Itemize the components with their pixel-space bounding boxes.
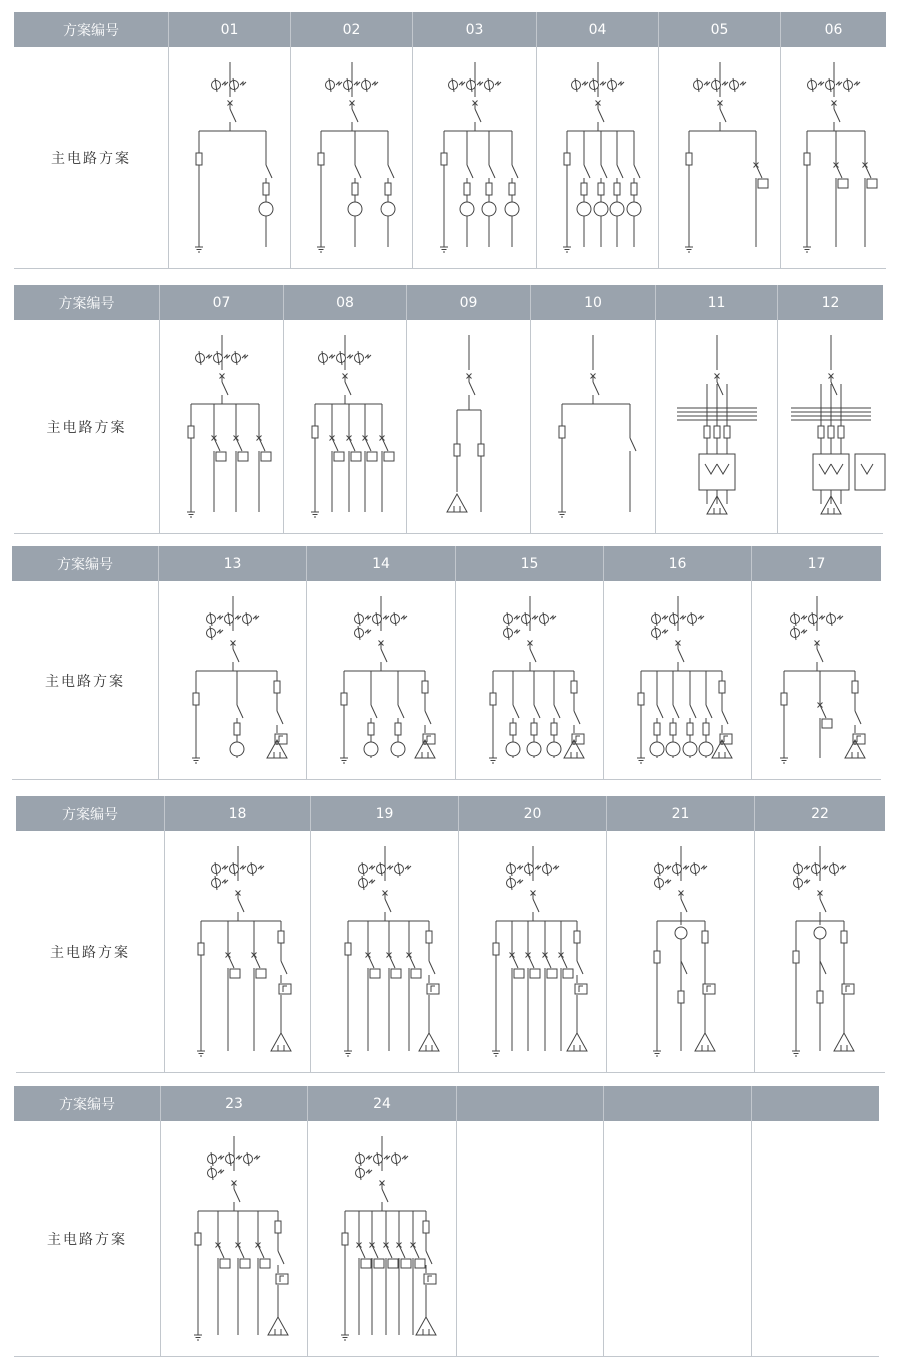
circuit-diagram	[656, 320, 777, 534]
row-label: 主电路方案	[47, 1232, 127, 1248]
circuit-diagram	[161, 1121, 307, 1357]
circuit-diagram	[659, 47, 780, 269]
circuit-diagram	[456, 581, 603, 780]
circuit-diagram	[308, 1121, 456, 1357]
row-label: 主电路方案	[45, 673, 125, 690]
scheme-number: 08	[284, 285, 406, 320]
empty-cell	[457, 1121, 603, 1357]
scheme-number: 15	[456, 546, 603, 581]
circuit-diagram	[169, 47, 290, 269]
scheme-number: 14	[307, 546, 455, 581]
scheme-number: 06	[781, 12, 886, 47]
scheme-number: 09	[407, 285, 530, 320]
circuit-diagram	[459, 831, 606, 1073]
circuit-diagram	[407, 320, 530, 534]
row-label: 主电路方案	[51, 151, 131, 167]
scheme-number: 04	[537, 12, 658, 47]
scheme-number: 23	[161, 1086, 307, 1121]
scheme-number: 12	[778, 285, 883, 320]
row-label: 主电路方案	[46, 420, 127, 436]
circuit-diagram	[778, 320, 883, 534]
empty-cell	[752, 1121, 879, 1357]
scheme-number: 11	[656, 285, 777, 320]
header-label: 方案编号	[16, 796, 164, 831]
circuit-diagram	[781, 47, 886, 269]
scheme-number: 22	[755, 796, 885, 831]
circuit-diagram	[413, 47, 536, 269]
scheme-number: 01	[169, 12, 290, 47]
circuit-diagram	[160, 320, 283, 534]
scheme-number	[604, 1086, 751, 1121]
circuit-diagram	[291, 47, 412, 269]
header-label: 方案编号	[14, 1086, 160, 1121]
header-label: 方案编号	[14, 285, 159, 320]
scheme-block	[14, 285, 883, 534]
circuit-diagram	[537, 47, 658, 269]
scheme-number: 10	[531, 285, 655, 320]
scheme-number: 13	[159, 546, 306, 581]
circuit-diagram	[284, 320, 406, 534]
empty-cell	[604, 1121, 751, 1357]
circuit-diagram	[159, 581, 306, 780]
circuit-diagram	[755, 831, 885, 1073]
scheme-number	[457, 1086, 603, 1121]
scheme-number: 02	[291, 12, 412, 47]
circuit-diagram	[604, 581, 751, 780]
scheme-block	[16, 796, 885, 1073]
scheme-block	[12, 546, 881, 780]
circuit-diagram	[165, 831, 310, 1073]
scheme-number	[752, 1086, 879, 1121]
circuit-diagram	[531, 320, 655, 534]
scheme-number: 05	[659, 12, 780, 47]
scheme-number: 18	[165, 796, 310, 831]
circuit-diagram	[607, 831, 754, 1073]
scheme-number: 24	[308, 1086, 456, 1121]
scheme-number: 07	[160, 285, 283, 320]
scheme-number: 03	[413, 12, 536, 47]
circuit-diagram	[307, 581, 455, 780]
scheme-number: 19	[311, 796, 458, 831]
header-label: 方案编号	[12, 546, 158, 581]
circuit-diagram	[752, 581, 881, 780]
scheme-number: 16	[604, 546, 751, 581]
circuit-diagram	[311, 831, 458, 1073]
scheme-number: 20	[459, 796, 606, 831]
scheme-number: 21	[607, 796, 754, 831]
scheme-block	[14, 12, 886, 269]
scheme-number: 17	[752, 546, 881, 581]
scheme-block	[14, 1086, 879, 1357]
header-label: 方案编号	[14, 12, 168, 47]
row-label: 主电路方案	[50, 945, 130, 961]
